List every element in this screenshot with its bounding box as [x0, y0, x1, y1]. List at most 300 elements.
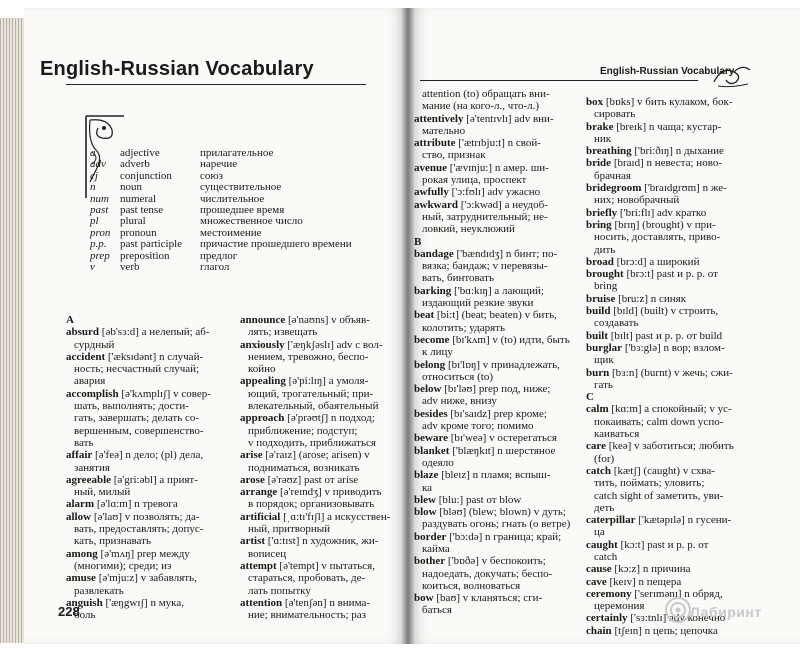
- entry-continuation: [586, 502, 762, 514]
- entry-continuation: [414, 371, 590, 383]
- definition: нением, тревожно, беспо-: [248, 350, 369, 363]
- vocabulary-entry: [414, 408, 590, 420]
- entry-continuation: [414, 260, 590, 272]
- headword: barking: [414, 284, 452, 297]
- entry-continuation: [66, 339, 238, 351]
- vocabulary-entry: [586, 367, 762, 379]
- abbreviation-english: conjunction: [120, 169, 172, 182]
- letter-heading: [414, 236, 590, 248]
- headword: build: [586, 305, 611, 318]
- headword: caught: [586, 538, 618, 551]
- entry-continuation: [414, 211, 590, 223]
- entry-continuation: [414, 518, 590, 530]
- definition: вать, бинтовать: [422, 272, 494, 285]
- entry-continuation: [414, 174, 590, 186]
- definition: гать: [594, 378, 613, 391]
- definition: [kɔ:z] n причина: [611, 563, 691, 576]
- definition: [braɪd] n невеста; ново-: [611, 157, 722, 170]
- vocabulary-entry: [586, 121, 762, 133]
- entry-continuation: [414, 272, 590, 284]
- definition: [ˌɑ:tɪ'fɪʃl] a искусствен-: [280, 510, 391, 523]
- abbreviation: n: [90, 181, 96, 194]
- definition: ['bɔ:də] n граница; край;: [446, 530, 562, 543]
- definition: [ə'prəʊtʃ] n подход;: [284, 412, 375, 425]
- definition: [bɪ'ləʊ] prep под, ниже;: [441, 383, 551, 396]
- definition: ка: [422, 481, 433, 494]
- definition: сировать: [594, 108, 636, 121]
- definition: [tʃeɪn] n цепь; цепочка: [611, 624, 718, 637]
- abbreviation: pron: [90, 226, 111, 239]
- abbreviation-russian: существительное: [200, 181, 282, 194]
- abbreviation-row: [90, 262, 352, 273]
- definition: ный, притворный: [248, 523, 331, 536]
- headword: caterpillar: [586, 514, 636, 527]
- abbreviation-russian: числительное: [200, 192, 265, 205]
- vocabulary-entry: [240, 449, 400, 461]
- entry-continuation: [414, 346, 590, 358]
- entry-continuation: [586, 317, 762, 329]
- definition: [ə'tentɪvlɪ] adv вни-: [463, 112, 554, 125]
- vocabulary-entry: [240, 535, 400, 547]
- headword: affair: [66, 449, 93, 462]
- headword: attempt: [240, 559, 277, 572]
- entry-continuation: [586, 231, 762, 243]
- abbreviation-english: noun: [120, 181, 142, 194]
- entry-continuation: [240, 585, 400, 597]
- entry-continuation: [66, 412, 238, 424]
- definition: ['ɑ:tɪst] n художник, жи-: [265, 535, 379, 548]
- entry-continuation: [586, 170, 762, 182]
- definition: кайма: [422, 542, 450, 555]
- definition: ца: [594, 526, 605, 539]
- definition: ность; несчастный случай;: [74, 363, 200, 376]
- headword: alarm: [66, 498, 95, 511]
- vocabulary-entry: [240, 314, 400, 326]
- definition: деть: [594, 501, 615, 514]
- definition: носить, доставлять, приво-: [594, 231, 721, 244]
- vocabulary-entry: [586, 440, 762, 452]
- headword: cave: [586, 575, 607, 588]
- vocabulary-entry: [240, 560, 400, 572]
- vocabulary-entry: [240, 339, 400, 351]
- definition: коиться, волноваться: [422, 579, 521, 592]
- vocabulary-entry: [240, 412, 400, 424]
- entry-continuation: [240, 388, 400, 400]
- abbreviation-russian: местоимение: [200, 226, 262, 239]
- definition: ['sɜ:tnlɪ] adv конечно: [627, 612, 726, 625]
- headword: amuse: [66, 572, 96, 585]
- vocabulary-entry: [66, 511, 238, 523]
- definition: ['ævɪnju:] n амер. ши-: [447, 161, 549, 174]
- vocabulary-column-4: [586, 96, 762, 637]
- definition: баться: [422, 604, 452, 617]
- headword: care: [586, 440, 606, 453]
- definition: вать: [74, 436, 94, 449]
- headword: bother: [414, 555, 446, 568]
- vocabulary-entry: [414, 199, 590, 211]
- definition: ['bɒðə] v беспокоить;: [445, 555, 546, 568]
- definition: ловкий, неуклюжий: [422, 223, 515, 236]
- vocabulary-entry: [586, 268, 762, 280]
- entry-continuation: [586, 280, 762, 292]
- entry-continuation: [414, 580, 590, 592]
- entry-continuation: [240, 425, 400, 437]
- entry-continuation: [414, 100, 590, 112]
- entry-continuation: [240, 523, 400, 535]
- abbreviation: adv: [90, 158, 106, 171]
- entry-continuation: [240, 326, 400, 338]
- definition: [ə'laʊ] v позволять; да-: [91, 510, 200, 523]
- entry-continuation: [66, 425, 238, 437]
- headword: bring: [586, 218, 612, 231]
- definition: [bleɪz] n пламя; вспыш-: [438, 469, 551, 482]
- headword: beat: [414, 309, 435, 322]
- abbreviation-english: numeral: [120, 192, 157, 205]
- definition: [əb'sɜ:d] a нелепый; аб-: [99, 326, 210, 339]
- definition: [ə'raɪz] (arose; arisen) v: [262, 449, 370, 462]
- vocabulary-entry: [240, 486, 400, 498]
- definition: ['ɔ:fʊlɪ] adv ужасно: [448, 186, 541, 199]
- definition: гать, завершать; делать со-: [74, 412, 200, 425]
- headword: cause: [586, 563, 612, 576]
- vocabulary-entry: [586, 256, 762, 268]
- vocabulary-entry: [240, 375, 400, 387]
- entry-continuation: [66, 437, 238, 449]
- definition: приближение; подступ;: [248, 424, 358, 437]
- definition: ['æksɪdənt] n случай-: [105, 350, 204, 363]
- vocabulary-entry: [586, 576, 762, 588]
- definition: [ə'tenʃən] n внима-: [282, 596, 370, 609]
- entry-continuation: [240, 351, 400, 363]
- vocabulary-entry: [586, 563, 762, 575]
- definition: ['blæŋkɪt] n шерстяное: [449, 444, 556, 457]
- headword: besides: [414, 407, 448, 420]
- headword: arrange: [240, 486, 278, 499]
- headword: brake: [586, 120, 614, 133]
- definition: [keɪv] n пещера: [606, 575, 682, 588]
- abbreviation-table: [90, 148, 352, 273]
- definition: [breɪk] n чаща; кустар-: [613, 120, 722, 133]
- definition: вязка; бандаж; v перевязы-: [422, 260, 548, 273]
- entry-continuation: [240, 548, 400, 560]
- vocabulary-entry: [414, 494, 590, 506]
- definition: bring: [594, 280, 618, 293]
- definition: adv кроме того; помимо: [422, 420, 534, 433]
- headword: accident: [66, 350, 106, 363]
- headword: breathing: [586, 145, 632, 158]
- definition: щик: [594, 354, 614, 367]
- entry-continuation: [586, 354, 762, 366]
- headword: attribute: [414, 137, 456, 150]
- headword: arise: [240, 449, 263, 462]
- entry-continuation: [66, 585, 238, 597]
- headword: catch: [586, 464, 612, 477]
- definition: [ə'mʌŋ] prep между: [97, 547, 190, 560]
- definition: adv ниже, внизу: [422, 395, 497, 408]
- headword: awfully: [414, 186, 449, 199]
- definition: вописец: [248, 547, 287, 560]
- abbreviation-english: pronoun: [120, 226, 157, 239]
- abbreviation: a: [90, 147, 96, 159]
- definition: [bru:z] n синяк: [615, 292, 687, 305]
- abbreviation-english: plural: [120, 215, 146, 228]
- abbreviation: num: [90, 192, 109, 205]
- vocabulary-entry: [586, 342, 762, 354]
- vocabulary-entry: [414, 137, 590, 149]
- vocabulary-entry: [66, 326, 238, 338]
- abbreviation: p.p.: [90, 238, 107, 251]
- vocabulary-entry: [66, 597, 238, 609]
- entry-continuation: [414, 395, 590, 407]
- vocabulary-entry: [414, 506, 590, 518]
- definition: [kɑ:m] a спокойный; v ус-: [608, 403, 732, 416]
- headword: bridegroom: [586, 182, 642, 195]
- definition: лать попытку: [248, 584, 311, 597]
- definition: них; новобрачный: [594, 194, 680, 207]
- definition: [blu:] past от blow: [436, 493, 522, 506]
- vocabulary-entry: [586, 96, 762, 108]
- vocabulary-entry: [586, 625, 762, 637]
- vocabulary-column-2: [240, 314, 400, 621]
- abbreviation: prep: [90, 249, 110, 262]
- vocabulary-entry: [586, 157, 762, 169]
- definition: [bɪ'lɒŋ] v принадлежать,: [445, 358, 560, 371]
- abbreviation-english: past participle: [120, 238, 183, 251]
- page-number: 228: [58, 604, 80, 619]
- vocabulary-column-3: [414, 88, 590, 617]
- header-ornament-icon: [712, 62, 752, 90]
- definition: [bləʊ] (blew; blown) v дуть;: [436, 506, 566, 519]
- definition: (for): [594, 452, 615, 465]
- definition: [ə'lɑ:m] n тревога: [94, 498, 178, 511]
- abbreviation-russian: союз: [200, 169, 223, 182]
- vocabulary-entry: [240, 474, 400, 486]
- vocabulary-entry: [586, 514, 762, 526]
- definition: к лицу: [422, 346, 453, 359]
- abbreviation: pl: [90, 215, 99, 228]
- entry-continuation: [240, 609, 400, 621]
- definition: ство, признак: [422, 149, 486, 162]
- definition: catch sight of заметить, уви-: [594, 489, 724, 502]
- definition: [bɪ'kʌm] v (to) идти, быть: [449, 333, 570, 346]
- definition: [kɔ:t] past и p. p. от: [617, 538, 709, 551]
- headword: broad: [586, 255, 614, 268]
- headword: chain: [586, 624, 612, 637]
- title-rule: [66, 84, 366, 85]
- headword: become: [414, 333, 450, 346]
- definition: ['bri:ðɪŋ] n дыхание: [631, 145, 724, 158]
- vocabulary-entry: [586, 330, 762, 342]
- definition: койно: [248, 363, 276, 376]
- abbreviation: cj: [90, 169, 98, 182]
- headword: burglar: [586, 341, 623, 354]
- abbreviation-russian: множественное число: [200, 215, 303, 228]
- vocabulary-entry: [414, 285, 590, 297]
- definition: [ə'tempt] v пытаться,: [276, 559, 375, 572]
- headword: bow: [414, 592, 434, 605]
- definition: вершенным, совершенство-: [74, 424, 204, 437]
- vocabulary-entry: [66, 498, 238, 510]
- definition: ['æŋgwɪʃ] n мука,: [102, 596, 184, 609]
- headword: appealing: [240, 375, 286, 388]
- headword: artificial: [240, 510, 281, 523]
- entry-continuation: [414, 88, 590, 100]
- abbreviation: past: [90, 203, 109, 216]
- entry-continuation: [586, 526, 762, 538]
- definition: v подходить, приближаться: [248, 436, 376, 449]
- definition: подниматься, возникать: [248, 461, 360, 474]
- definition: attention (to) обращать вни-: [422, 88, 550, 100]
- entry-continuation: [414, 125, 590, 137]
- entry-continuation: [414, 543, 590, 555]
- entry-continuation: [66, 523, 238, 535]
- entry-continuation: [66, 462, 238, 474]
- book-page-edges: [0, 18, 26, 643]
- definition: рокая улица, проспект: [422, 174, 527, 187]
- entry-continuation: [66, 609, 238, 621]
- abbreviation-russian: прошедшее время: [200, 203, 285, 216]
- headword: beware: [414, 432, 449, 445]
- entry-continuation: [414, 604, 590, 616]
- definition: влекательный, обаятельный: [248, 400, 379, 413]
- abbreviation: v: [90, 260, 95, 273]
- book-gutter: [402, 8, 414, 644]
- vocabulary-entry: [586, 465, 762, 477]
- headword: blew: [414, 493, 436, 506]
- vocabulary-entry: [414, 383, 590, 395]
- entry-continuation: [240, 400, 400, 412]
- vocabulary-entry: [414, 248, 590, 260]
- headword: blanket: [414, 444, 450, 457]
- headword: absurd: [66, 326, 100, 339]
- definition: занятия: [74, 461, 110, 474]
- entry-continuation: [66, 560, 238, 572]
- headword: bride: [586, 157, 612, 170]
- definition: ['ɔ:kwəd] a неудоб-: [458, 198, 548, 211]
- abbreviation-russian: глагол: [200, 260, 230, 273]
- headword: calm: [586, 403, 609, 416]
- definition: покаивать; calm down успо-: [594, 415, 724, 428]
- vocabulary-entry: [586, 403, 762, 415]
- definition: церемония: [594, 600, 645, 613]
- definition: ющий, трогательный; при-: [248, 387, 374, 400]
- definition: развлекать: [74, 584, 124, 597]
- headword: B: [414, 235, 422, 248]
- headword: ceremony: [586, 587, 632, 600]
- headword: C: [586, 391, 594, 404]
- vocabulary-entry: [414, 469, 590, 481]
- entry-continuation: [240, 437, 400, 449]
- definition: ник: [594, 132, 612, 145]
- entry-continuation: [240, 462, 400, 474]
- running-header: English-Russian Vocabulary: [600, 66, 735, 77]
- vocabulary-entry: [66, 474, 238, 486]
- definition: [brɪŋ] (brought) v при-: [611, 218, 716, 231]
- vocabulary-entry: [66, 548, 238, 560]
- headword: bandage: [414, 247, 454, 260]
- definition: [kætʃ] (caught) v схва-: [611, 464, 715, 477]
- headword: border: [414, 530, 447, 543]
- definition: ный, милый: [74, 486, 131, 499]
- headword: certainly: [586, 612, 628, 625]
- headword: burn: [586, 366, 610, 379]
- entry-continuation: [66, 400, 238, 412]
- definition: надоедать, докучать; беспо-: [422, 567, 553, 580]
- definition: кать, признавать: [74, 535, 151, 548]
- vocabulary-entry: [586, 145, 762, 157]
- definition: ['bɜ:glə] n вор; взлом-: [622, 341, 725, 354]
- headword: brought: [586, 268, 624, 281]
- vocabulary-entry: [414, 162, 590, 174]
- headword: built: [586, 329, 609, 342]
- definition: колотить; ударять: [422, 321, 505, 334]
- headword: anxiously: [240, 338, 285, 351]
- vocabulary-entry: [414, 113, 590, 125]
- definition: ['serɪmənɪ] n обряд,: [631, 587, 723, 600]
- headword: belong: [414, 358, 446, 371]
- headword: awkward: [414, 198, 459, 211]
- watermark: Лабиринт: [690, 604, 762, 620]
- vocabulary-entry: [414, 555, 590, 567]
- labyrinth-logo-icon: [664, 596, 692, 624]
- entry-continuation: [586, 108, 762, 120]
- definition: одеяло: [422, 456, 454, 469]
- definition: ный, затруднительный; не-: [422, 210, 548, 223]
- vocabulary-entry: [414, 334, 590, 346]
- definition: вать, предоставлять; допус-: [74, 523, 204, 536]
- definition: [ə'pi:lɪŋ] a умоля-: [285, 375, 369, 388]
- headword: anguish: [66, 596, 103, 609]
- entry-continuation: [586, 379, 762, 391]
- headword: briefly: [586, 206, 618, 219]
- definition: [bɪld] (built) v строить,: [610, 305, 719, 318]
- abbreviation-english: preposition: [120, 249, 170, 262]
- definition: раздувать огонь; гнать (о ветре): [422, 518, 571, 531]
- headword: announce: [240, 314, 286, 326]
- entry-continuation: [414, 568, 590, 580]
- abbreviation-english: adverb: [120, 158, 150, 171]
- vocabulary-entry: [586, 293, 762, 305]
- definition: шать, выполнять; дости-: [74, 400, 189, 413]
- vocabulary-entry: [586, 539, 762, 551]
- headword: agreeable: [66, 473, 112, 486]
- letter-heading: [586, 391, 762, 403]
- vocabulary-entry: [66, 449, 238, 461]
- definition: издающий резкие звуки: [422, 297, 534, 310]
- definition: дить: [594, 243, 616, 256]
- abbreviation-russian: предлог: [200, 249, 238, 262]
- definition: [ə'naʊns] v объяв-: [285, 314, 370, 326]
- definition: каиваться: [594, 428, 640, 441]
- definition: [ə'reɪndʒ] v приводить: [277, 486, 382, 499]
- definition: [ə'feə] n дело; (pl) дела,: [92, 449, 204, 462]
- definition: ['kætəpɪlə] n гусени-: [635, 514, 732, 527]
- definition: в порядок; организовывать: [248, 498, 375, 511]
- entry-continuation: [66, 375, 238, 387]
- entry-continuation: [66, 486, 238, 498]
- entry-continuation: [586, 244, 762, 256]
- definition: [bɪ'saɪdz] prep кроме;: [447, 407, 547, 420]
- vocabulary-entry: [586, 182, 762, 194]
- vocabulary-entry: [414, 186, 590, 198]
- definition: [ə'gri:əbl] a прият-: [111, 473, 198, 486]
- headword: arose: [240, 473, 265, 486]
- entry-continuation: [414, 322, 590, 334]
- definition: [brɔ:t] past и p. p. от: [623, 268, 718, 281]
- vocabulary-entry: [586, 219, 762, 231]
- entry-continuation: [66, 363, 238, 375]
- vocabulary-entry: [414, 445, 590, 457]
